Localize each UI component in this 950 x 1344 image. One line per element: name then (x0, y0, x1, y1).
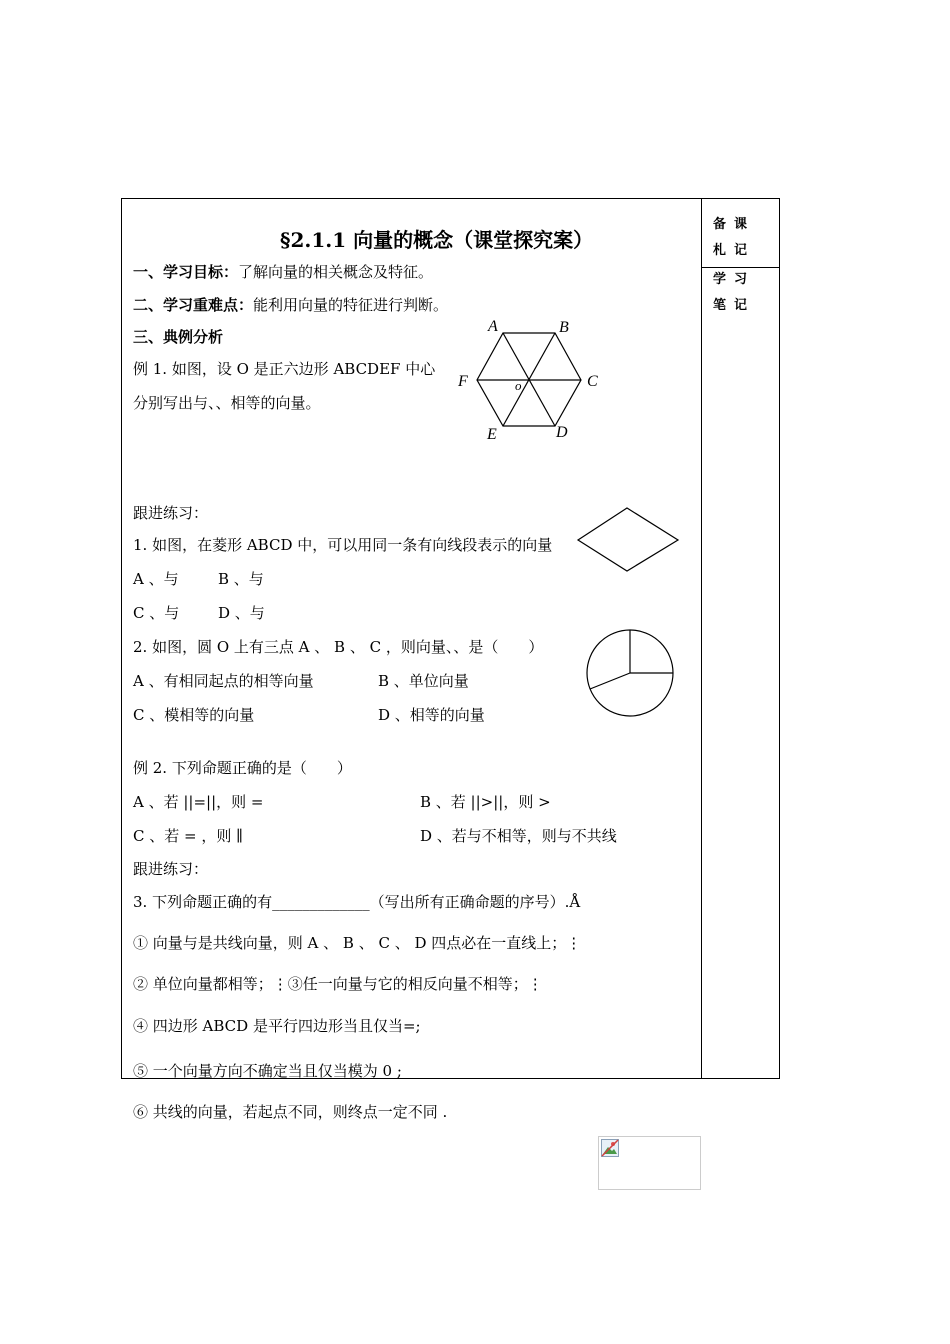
q2-option-a: A 、有相同起点的相等向量 (133, 672, 314, 690)
q2-option-d: D 、相等的向量 (378, 706, 485, 724)
hexagon-label-a: A (488, 318, 498, 335)
broken-image-icon (601, 1139, 619, 1157)
rhombus-figure (578, 506, 680, 574)
example-analysis-heading: 三、典例分析 (133, 328, 224, 346)
q2-option-c: C 、模相等的向量 (133, 706, 255, 724)
q1-option-d: D 、与 (218, 604, 265, 622)
example2-option-b: B 、若 ||>||，则 > (420, 793, 551, 811)
hexagon-label-d: D (556, 424, 568, 441)
example2-option-d: D 、若与不相等，则与不共线 (420, 827, 617, 845)
q2-option-b: B 、单位向量 (378, 672, 469, 690)
key-points-label: 二、学习重难点： (133, 296, 254, 314)
proposition-5: ⑤ 一个向量方向不确定当且仅当模为 0 ; (133, 1062, 402, 1080)
proposition-2-3: ② 单位向量都相等；⋮③任一向量与它的相反向量不相等；⋮ (133, 975, 543, 993)
example2-option-a: A 、若 ||=||，则 = (133, 793, 264, 811)
follow-up-heading-2: 跟进练习： (133, 860, 209, 878)
follow-up-heading-1: 跟进练习： (133, 504, 209, 522)
rhombus-outline (578, 508, 678, 571)
hexagon-label-e: E (487, 426, 497, 443)
hexagon-figure (455, 315, 605, 445)
side-note-prep: 备课札记 (713, 217, 756, 258)
question-1: 1. 如图，在菱形 ABCD 中，可以用同一条有向线段表示的向量 (133, 536, 553, 554)
example1-line1: 例 1. 如图，设 O 是正六边形 ABCDEF 中心 (133, 360, 436, 378)
learning-goal-label: 一、学习目标： (133, 263, 239, 281)
q1-option-a: A 、与 (133, 570, 179, 588)
hexagon-label-o: o (515, 378, 522, 393)
example2-option-c: C 、若 = ，则 ∥ (133, 827, 244, 845)
broken-image-placeholder (598, 1136, 701, 1190)
proposition-6: ⑥ 共线的向量，若起点不同，则终点一定不同 . (133, 1103, 448, 1121)
hexagon-label-b: B (559, 319, 569, 336)
key-points-text: 能利用向量的特征进行判断。 (253, 296, 449, 314)
example2-stem: 例 2. 下列命题正确的是（ ） (133, 759, 352, 777)
page-title: §2.1.1 向量的概念（课堂探究案） (280, 228, 594, 252)
q1-option-b: B 、与 (218, 570, 264, 588)
question-2: 2. 如图，圆 O 上有三点 A 、 B 、 C ，则向量、、是（ ） (133, 638, 544, 656)
learning-goal (133, 262, 433, 282)
proposition-4: ④ 四边形 ABCD 是平行四边形当且仅当=; (133, 1017, 421, 1035)
example1-line2: 分别写出与、、相等的向量。 (133, 394, 321, 412)
key-points (133, 295, 448, 315)
proposition-1: ① 向量与是共线向量，则 A 、 B 、 C 、 D 四点必在一直线上；⋮ (133, 934, 582, 952)
learning-goal-text: 了解向量的相关概念及特征。 (238, 263, 434, 281)
hexagon-label-c: C (587, 373, 598, 390)
circle-figure (585, 628, 677, 720)
question-3: 3. 下列命题正确的有_____________（写出所有正确命题的序号）.Å (133, 893, 581, 911)
hexagon-label-f: F (458, 373, 468, 390)
q1-option-c: C 、与 (133, 604, 180, 622)
side-note-study: 学习笔记 (713, 272, 756, 313)
circle-radius-c (590, 673, 630, 689)
notes-column-divider (701, 198, 702, 1079)
